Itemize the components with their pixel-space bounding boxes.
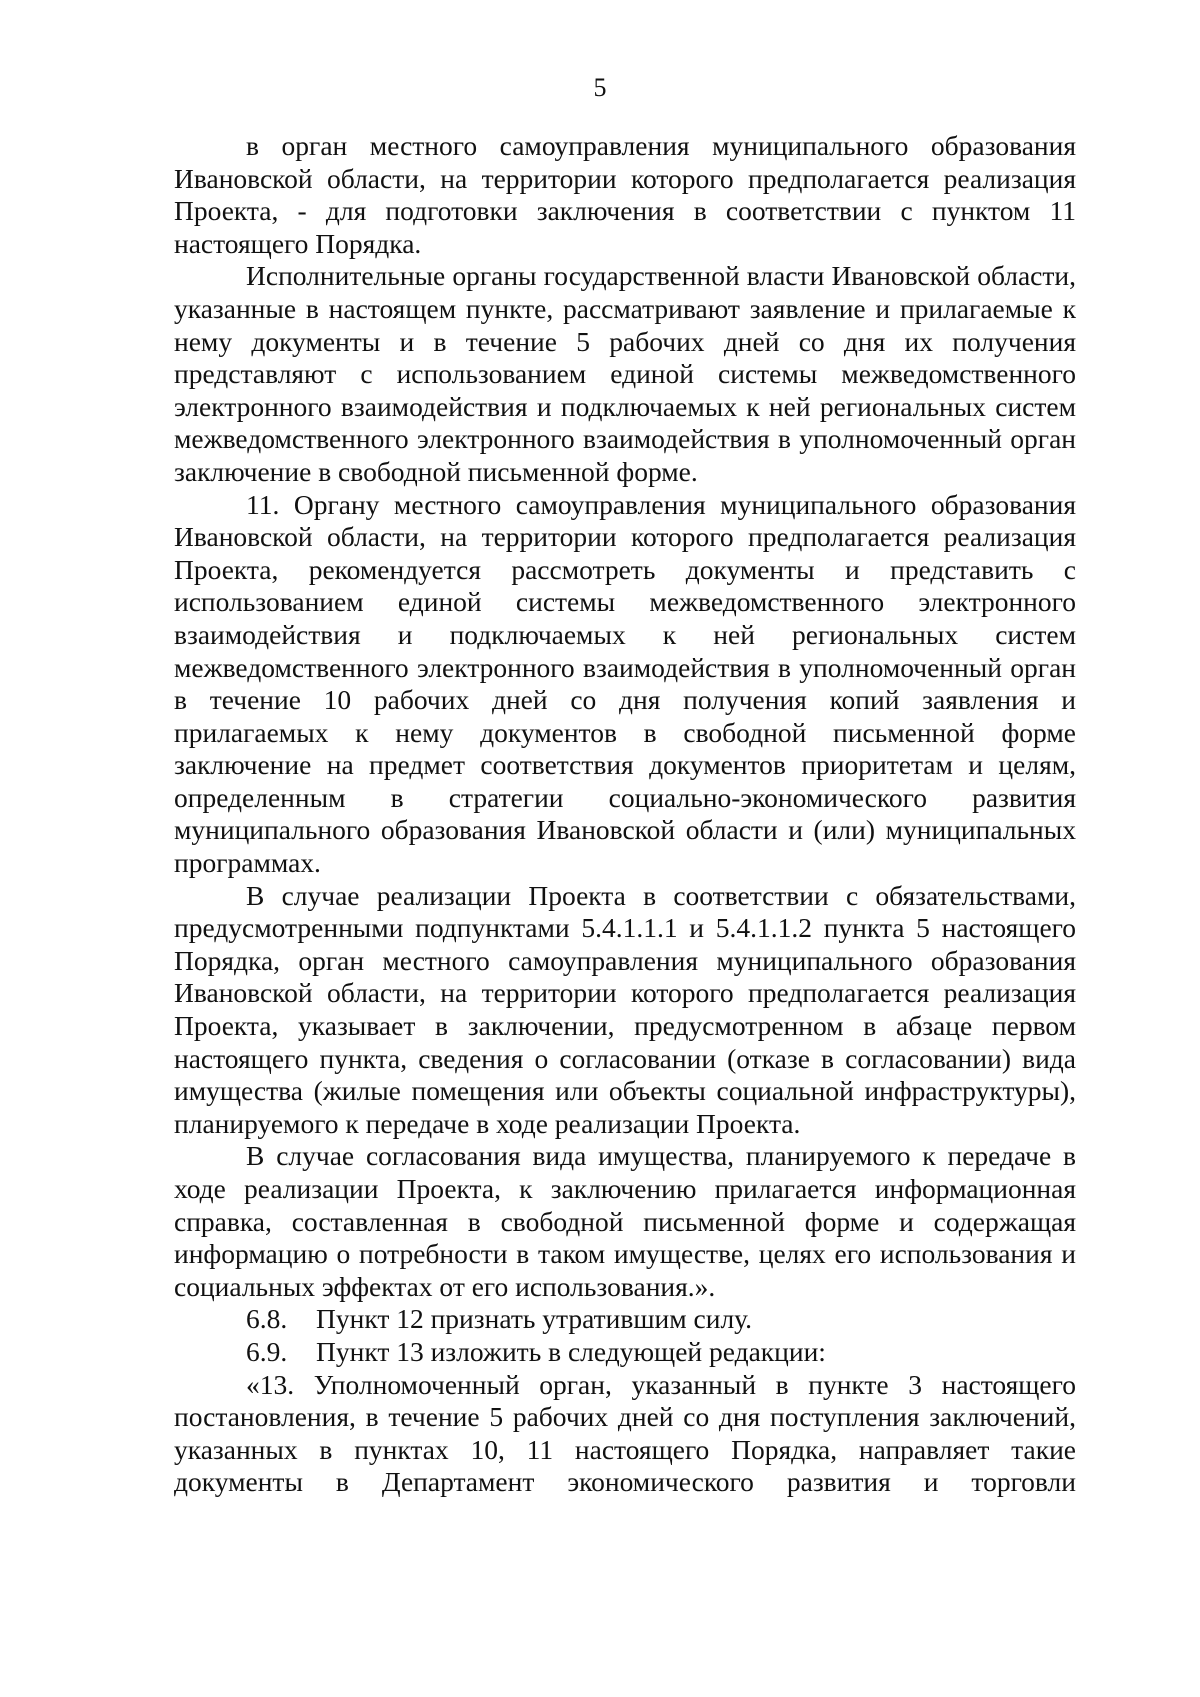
page-number: 5 bbox=[593, 73, 607, 102]
item-text: Пункт 13 изложить в следующей редакции: bbox=[316, 1335, 826, 1367]
paragraph-property-agreement: В случае согласования вида имущества, планируемого к передаче в ходе реализации Проекта, к заключению прилагается информационная справка, составленная в свободной письменной форме и содержащая информацию о потребности в таком имуществе, целях его использования и социальных эффектах от его использования.». bbox=[174, 1140, 1076, 1302]
paragraph-item-11: 11. Органу местного самоуправления муниципального образования Ивановской области, на территории которого предполагается реализация Проекта, рекомендуется рассмотреть документы и представить с использованием единой системы межведомственного электронного взаимодействия и подключаемых к ней региональных систем межведомственного электронного взаимодействия в уполномоченный орган в течение 10 рабочих дней со дня получения копий заявления и прилагаемых к нему документов в свободной письменной форме заключение на предмет соответствия документов приоритетам и целям, определенным в стратегии социально-экономического развития муниципального образования Ивановской области и (или) муниципальных программах. bbox=[174, 488, 1076, 879]
list-item-6-8 bbox=[174, 1303, 1076, 1336]
item-number: 6.8. bbox=[246, 1303, 288, 1335]
paragraph-continuation: в орган местного самоуправления муниципального образования Ивановской области, на территории которого предполагается реализация Проекта, - для подготовки заключения в соответствии с пунктом 11 настоящего Порядка. bbox=[174, 130, 1076, 259]
paragraph-item-13: «13. Уполномоченный орган, указанный в пункте 3 настоящего постановления, в течение 5 рабочих дней со дня поступления заключений, указанных в пунктах 10, 11 настоящего Порядка, направляет такие документы в Департамент экономического развития и торговли bbox=[174, 1368, 1076, 1498]
paragraph-project-obligations: В случае реализации Проекта в соответствии с обязательствами, предусмотренными подпунктами 5.4.1.1.1 и 5.4.1.1.2 пункта 5 настоящего Порядка, орган местного самоуправления муниципального образования Ивановской области, на территории которого предполагается реализация Проекта, указывает в заключении, предусмотренном в абзаце первом настоящего пункта, сведения о согласовании (отказе в согласовании) вида имущества (жилые помещения или объекты социальной инфраструктуры), планируемого к передаче в ходе реализации Проекта. bbox=[174, 879, 1076, 1139]
item-number: 6.9. bbox=[246, 1335, 288, 1367]
item-text: Пункт 12 признать утратившим силу. bbox=[316, 1303, 753, 1335]
paragraph-executive-bodies: Исполнительные органы государственной власти Ивановской области, указанные в настоящем пункте, рассматривают заявление и прилагаемые к нему документы и в течение 5 рабочих дней со дня их получения представляют с использованием единой системы межведомственного электронного взаимодействия и подключаемых к ней региональных систем межведомственного электронного взаимодействия в уполномоченный орган заключение в свободной письменной форме. bbox=[174, 260, 1076, 487]
list-item-6-9 bbox=[174, 1336, 1076, 1369]
document-body bbox=[174, 130, 1076, 1499]
